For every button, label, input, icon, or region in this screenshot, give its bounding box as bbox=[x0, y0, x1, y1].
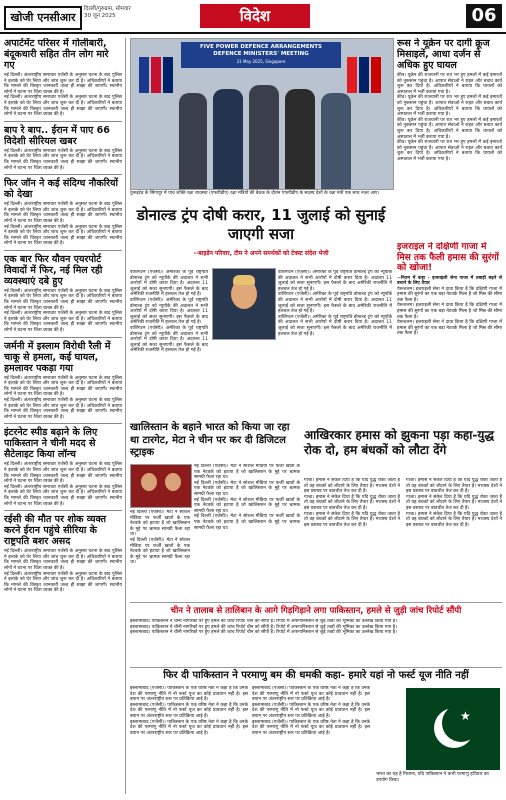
trump-story-col-2 bbox=[278, 270, 392, 420]
defence-ministers-photo bbox=[130, 38, 394, 190]
story-body: नई दिल्ली (एजेंसी)। मेटा ने सोशल मीडिया पर फर्जी खातों के एक नेटवर्क को हटाया है जो खालिस्तान के मुद्दे पर भ्रामक सामग्री फैला रहा था। bbox=[130, 510, 190, 538]
hair bbox=[233, 275, 255, 285]
story-body: इस्लामाबाद। पाकिस्तान ने चीनी नागरिकों पर हुए हमले की जांच रिपोर्ट चीन को सौंपी है। रिपोर्ट में अफगानिस्तान से जुड़े तत्वों की भूमिका का उल्लेख किया गया है। bbox=[130, 630, 397, 636]
edition-line-1: दिल्ली/गुरुग्राम, सोमवार bbox=[84, 6, 131, 12]
delegate bbox=[249, 85, 279, 189]
story-body: नई दिल्ली। अंतरराष्ट्रीय समाचार एजेंसी के अनुसार घटना के बाद पुलिस ने इलाके को घेर लिया और जांच शुरू कर दी है। अधिकारियों ने बताया कि मामले की विस्तृत जानकारी जल्द ही साझा की जाएगी। स्थानीय लोगों ने घटना पर चिंता व्यक्त की है। bbox=[4, 95, 122, 118]
story-body: गाजा। हमास ने संकेत दिया है कि यदि युद्ध रोका जाता है तो वह बंधकों को लौटाने के लिए तैयार है। मध्यस्थ देशों ने इस प्रस्ताव पर बातचीत तेज कर दी है। bbox=[406, 478, 502, 495]
story-body: नई दिल्ली। अंतरराष्ट्रीय समाचार एजेंसी के अनुसार घटना के बाद पुलिस ने इलाके को घेर लिया और जांच शुरू कर दी है। अधिकारियों ने बताया कि मामले की विस्तृत जानकारी जल्द ही साझा की जाएगी। स्थानीय लोगों ने घटना पर चिंता व्यक्त की है। bbox=[4, 398, 122, 420]
story-body: नई दिल्ली। अंतरराष्ट्रीय समाचार एजेंसी के अनुसार घटना के बाद पुलिस ने इलाके को घेर लिया और जांच शुरू कर दी है। अधिकारियों ने बताया कि मामले की विस्तृत जानकारी जल्द ही साझा की जाएगी। स्थानीय लोगों ने घटना पर चिंता व्यक्त की है। bbox=[4, 224, 122, 247]
ukraine-story bbox=[397, 38, 502, 238]
pakistan-headline: फिर दी पाकिस्तान ने परमाणु बम की धमकी कहा- हमारे यहां नो फर्स्ट यूज नीति नहीं bbox=[163, 670, 469, 681]
story-body: नई दिल्ली (एजेंसी)। मेटा ने सोशल मीडिया पर फर्जी खातों के एक नेटवर्क को हटाया है जो खालिस्तान के मुद्दे पर भ्रामक सामग्री फैला रहा था। bbox=[194, 497, 300, 514]
story-body: इस्लामाबाद। पाकिस्तान ने चीनी नागरिकों पर हुए हमले की जांच रिपोर्ट चीन को सौंपी है। रिपोर्ट में अफगानिस्तान से जुड़े तत्वों की भूमिका का उल्लेख किया गया है। bbox=[130, 624, 397, 630]
story-body: नई दिल्ली। अंतरराष्ट्रीय समाचार एजेंसी के अनुसार घटना के बाद पुलिस ने इलाके को घेर लिया और जांच शुरू कर दी है। अधिकारियों ने बताया कि मामले की विस्तृत जानकारी जल्द ही साझा की जाएगी। स्थानीय लोगों ने घटना पर चिंता व्यक्त की है। bbox=[4, 288, 122, 311]
banner-date: 31 May 2025, Singapore bbox=[236, 59, 286, 64]
story-body: नई दिल्ली (एजेंसी)। मेटा ने सोशल मीडिया पर फर्जी खातों के एक नेटवर्क को हटाया है जो खालिस्तान के मुद्दे पर भ्रामक सामग्री फैला रहा था। bbox=[194, 514, 300, 531]
flag bbox=[151, 57, 161, 93]
story-body: नई दिल्ली। अंतरराष्ट्रीय समाचार एजेंसी के अनुसार घटना के बाद पुलिस ने इलाके को घेर लिया और जांच शुरू कर दी है। अधिकारियों ने बताया कि मामले की विस्तृत जानकारी जल्द ही साझा की जाएगी। स्थानीय लोगों ने घटना पर चिंता व्यक्त की है। bbox=[4, 571, 122, 594]
edition-date: 30 जून 2025 bbox=[84, 13, 116, 19]
story-title-germany: जर्मनी में इस्लाम विरोधी रैली में चाकू से हमला, कई घायल, हमलावर पकड़ा गया bbox=[4, 340, 111, 374]
story-body: नई दिल्ली। अंतरराष्ट्रीय समाचार एजेंसी के अनुसार घटना के बाद पुलिस ने इलाके को घेर लिया और जांच शुरू कर दी है। अधिकारियों ने बताया कि मामले की विस्तृत जानकारी जल्द ही साझा की जाएगी। स्थानीय लोगों ने घटना पर चिंता व्यक्त की है। bbox=[4, 549, 122, 571]
newspaper-logo: खोजी एनसीआर bbox=[4, 6, 82, 30]
section-title: विदेश bbox=[200, 4, 310, 28]
trump-subhead: --बाइडेन परिवार, टीम ने अपने समर्थकों को टेक्स्ट संदेश भेजी bbox=[193, 250, 329, 257]
story-body: नई दिल्ली। अंतरराष्ट्रीय समाचार एजेंसी के अनुसार घटना के बाद पुलिस ने इलाके को घेर लिया और जांच शुरू कर दी है। अधिकारियों ने बताया कि मामले की विस्तृत जानकारी जल्द ही साझा की जाएगी। स्थानीय लोगों ने घटना पर चिंता व्यक्त की है। bbox=[4, 148, 122, 171]
story-body: इस्लामाबाद। पाकिस्तान ने चीनी नागरिकों पर हुए हमले की जांच रिपोर्ट चीन को सौंपी है। रिपोर्ट में अफगानिस्तान से जुड़े तत्वों की भूमिका का उल्लेख किया गया है। bbox=[130, 619, 397, 624]
story-body: वाशिंगटन (एजेंसी)। अमेरिका के पूर्व राष्ट्रपति डोनाल्ड ट्रंप को न्यूयॉर्क की अदालत ने सभी आरोपों में दोषी करार दिया है। अदालत 11 जुलाई को सजा सुनाएगी। इस फैसले के बाद अमेरिकी राजनीति में हलचल तेज हो गई है। bbox=[130, 270, 208, 298]
story-body: इस्लामाबाद (एजेंसी)। पाकिस्तान के एक वरिष्ठ नेता ने कहा है कि उनके देश की परमाणु नीति में नो फर्स्ट यूज का कोई प्रावधान नहीं है। इस बयान पर अंतरराष्ट्रीय स्तर पर प्रतिक्रिया आई है। bbox=[252, 719, 370, 736]
story-body: गाजा। हमास ने संकेत दिया है कि यदि युद्ध रोका जाता है तो वह बंधकों को लौटाने के लिए तैयार है। मध्यस्थ देशों ने इस प्रस्ताव पर बातचीत तेज कर दी है। bbox=[406, 511, 502, 528]
masthead bbox=[0, 0, 506, 34]
khalistan-headline: खालिस्तान के बहाने भारत को किया जा रहा था टारगेट, मेटा ने चीन पर कर दी डिजिटल स्ट्राइक bbox=[130, 422, 290, 458]
story-title-ukraine: रूस ने यूक्रेन पर दागी क्रूज मिसाइलें, आधा दर्जन से अधिक हुए घायल bbox=[397, 38, 490, 71]
story-body: कीव। यूक्रेन की राजधानी पर रात भर हुए हमलों में कई इमारतों को नुकसान पहुंचा है। आपात सेवाओं ने राहत और बचाव कार्य शुरू कर दिया है। अधिकारियों ने बताया कि घायलों को अस्पताल में भर्ती कराया गया है। bbox=[397, 140, 502, 162]
story-title-satellite: इंटरनेट स्पीड बढ़ाने के लिए पाकिस्तान ने चीनी मदद से सैटेलाइट किया लॉन्च bbox=[4, 427, 98, 461]
flag-white-band bbox=[376, 688, 406, 770]
story-body: वाशिंगटन (एजेंसी)। अमेरिका के पूर्व राष्ट्रपति डोनाल्ड ट्रंप को न्यूयॉर्क की अदालत ने सभी आरोपों में दोषी करार दिया है। अदालत 11 जुलाई को सजा सुनाएगी। इस फैसले के बाद अमेरिकी राजनीति में हलचल तेज हो गई है। bbox=[130, 325, 208, 354]
story-subhead: --नियम में कहा - इजराइली सेना गाजा में तबाही बढ़ने से बचाने के लिए तैयार bbox=[397, 275, 502, 287]
story-body: कीव। यूक्रेन की राजधानी पर रात भर हुए हमलों में कई इमारतों को नुकसान पहुंचा है। आपात सेवाओं ने राहत और बचाव कार्य शुरू कर दिया है। अधिकारियों ने बताया कि घायलों को अस्पताल में भर्ती कराया गया है। bbox=[397, 73, 502, 95]
story-body: येरूशलम। इजराइली सेना ने दावा किया है कि दक्षिणी गाजा में हमास की सुरंगों का एक बड़ा नेटवर्क मिला है जो मिस्र की सीमा तक फैला है। bbox=[397, 286, 502, 303]
khalistan-col-2 bbox=[194, 464, 300, 600]
story-body: गाजा। हमास ने संकेत दिया है कि यदि युद्ध रोका जाता है तो वह बंधकों को लौटाने के लिए तैयार है। मध्यस्थ देशों ने इस प्रस्ताव पर बातचीत तेज कर दी है। bbox=[406, 494, 502, 511]
story-body: गाजा। हमास ने संकेत दिया है कि यदि युद्ध रोका जाता है तो वह बंधकों को लौटाने के लिए तैयार है। मध्यस्थ देशों ने इस प्रस्ताव पर बातचीत तेज कर दी है। bbox=[304, 511, 400, 528]
hamas-col-1 bbox=[304, 478, 400, 598]
hamas-col-2 bbox=[406, 478, 502, 598]
leaders-photo bbox=[130, 464, 192, 508]
pakistan-col-2 bbox=[252, 686, 370, 794]
story-body: नई दिल्ली (एजेंसी)। मेटा ने सोशल मीडिया पर फर्जी खातों के एक नेटवर्क को हटाया है जो खालिस्तान के मुद्दे पर भ्रामक सामग्री फैला रहा था। bbox=[130, 537, 190, 566]
story-title-airport: एक बार फिर यौवन एयरपोर्ट विवादों में फिर, नई मिल रही व्यवस्थाएं दबे हुए bbox=[4, 253, 103, 287]
story-body: इस्लामाबाद (एजेंसी)। पाकिस्तान के एक वरिष्ठ नेता ने कहा है कि उनके देश की परमाणु नीति में नो फर्स्ट यूज का कोई प्रावधान नहीं है। इस बयान पर अंतरराष्ट्रीय स्तर पर प्रतिक्रिया आई है। bbox=[130, 719, 248, 736]
trump-photo bbox=[212, 268, 276, 340]
china-taliban-body bbox=[130, 619, 502, 665]
story-body: गाजा। हमास ने संकेत दिया है कि यदि युद्ध रोका जाता है तो वह बंधकों को लौटाने के लिए तैयार है। मध्यस्थ देशों ने इस प्रस्ताव पर बातचीत तेज कर दी है। bbox=[304, 494, 400, 511]
face bbox=[141, 473, 157, 491]
story-body: कीव। यूक्रेन की राजधानी पर रात भर हुए हमलों में कई इमारतों को नुकसान पहुंचा है। आपात सेवाओं ने राहत और बचाव कार्य शुरू कर दिया है। अधिकारियों ने बताया कि घायलों को अस्पताल में भर्ती कराया गया है। bbox=[397, 95, 502, 118]
trump-headline: डोनाल्ड ट्रंप दोषी करार, 11 जुलाई को सुनाई जाएगी सजा bbox=[136, 206, 386, 243]
story-body: इस्लामाबाद (एजेंसी)। पाकिस्तान के एक वरिष्ठ नेता ने कहा है कि उनके देश की परमाणु नीति में नो फर्स्ट यूज का कोई प्रावधान नहीं है। इस बयान पर अंतरराष्ट्रीय स्तर पर प्रतिक्रिया आई है। bbox=[252, 702, 370, 719]
pakistan-flag-image bbox=[376, 688, 500, 770]
flag-caption: भारत का यह है निशाना, यदि पाकिस्तान ने कभी परमाणु हथियार का उपयोग किया। bbox=[376, 772, 489, 783]
story-body: इस्लामाबाद (एजेंसी)। पाकिस्तान के एक वरिष्ठ नेता ने कहा है कि उनके देश की परमाणु नीति में नो फर्स्ट यूज का कोई प्रावधान नहीं है। इस बयान पर अंतरराष्ट्रीय स्तर पर प्रतिक्रिया आई है। bbox=[130, 686, 248, 703]
edition-info bbox=[84, 6, 174, 20]
story-title-iran: बाप रे बाप.. ईरान में पाए 66 विदेशी सीरियल खबर bbox=[4, 124, 110, 147]
story-title-shooting: अपार्टमेंट परिसर में गोलीबारी, बंदूकधारी सहित तीन लोग मारे गए bbox=[4, 38, 109, 71]
story-body: येरूशलम। इजराइली सेना ने दावा किया है कि दक्षिणी गाजा में हमास की सुरंगों का एक बड़ा नेटवर्क मिला है जो मिस्र की सीमा तक फैला है। bbox=[397, 303, 502, 320]
story-body: वाशिंगटन (एजेंसी)। अमेरिका के पूर्व राष्ट्रपति डोनाल्ड ट्रंप को न्यूयॉर्क की अदालत ने सभी आरोपों में दोषी करार दिया है। अदालत 11 जुलाई को सजा सुनाएगी। इस फैसले के बाद अमेरिकी राजनीति में हलचल तेज हो गई है। bbox=[278, 292, 392, 315]
story-body: गाजा। हमास ने संकेत दिया है कि यदि युद्ध रोका जाता है तो वह बंधकों को लौटाने के लिए तैयार है। मध्यस्थ देशों ने इस प्रस्ताव पर बातचीत तेज कर दी है। bbox=[304, 478, 400, 495]
story-body: नई दिल्ली। अंतरराष्ट्रीय समाचार एजेंसी के अनुसार घटना के बाद पुलिस ने इलाके को घेर लिया और जांच शुरू कर दी है। अधिकारियों ने बताया कि मामले की विस्तृत जानकारी जल्द ही साझा की जाएगी। स्थानीय लोगों ने घटना पर चिंता व्यक्त की है। bbox=[4, 202, 122, 224]
story-body: नई दिल्ली। अंतरराष्ट्रीय समाचार एजेंसी के अनुसार घटना के बाद पुलिस ने इलाके को घेर लिया और जांच शुरू कर दी है। अधिकारियों ने बताया कि मामले की विस्तृत जानकारी जल्द ही साझा की जाएगी। स्थानीय लोगों ने घटना पर चिंता व्यक्त की है। bbox=[4, 375, 122, 398]
flag bbox=[347, 57, 357, 93]
story-body: इस्लामाबाद (एजेंसी)। पाकिस्तान के एक वरिष्ठ नेता ने कहा है कि उनके देश की परमाणु नीति में नो फर्स्ट यूज का कोई प्रावधान नहीं है। इस बयान पर अंतरराष्ट्रीय स्तर पर प्रतिक्रिया आई है। bbox=[130, 702, 248, 719]
story-body: नई दिल्ली (एजेंसी)। मेटा ने सोशल मीडिया पर फर्जी खातों के एक नेटवर्क को हटाया है जो खालिस्तान के मुद्दे पर भ्रामक सामग्री फैला रहा था। bbox=[194, 464, 300, 481]
banner-line-1: FIVE POWER DEFENCE ARRANGEMENTS bbox=[200, 44, 322, 50]
khalistan-col-1 bbox=[130, 510, 190, 600]
pakistan-col-1 bbox=[130, 686, 248, 794]
flag bbox=[163, 57, 173, 93]
delegate bbox=[321, 93, 351, 189]
page-number: 06 bbox=[466, 4, 502, 28]
story-body: इस्लामाबाद (एजेंसी)। पाकिस्तान के एक वरिष्ठ नेता ने कहा है कि उनके देश की परमाणु नीति में नो फर्स्ट यूज का कोई प्रावधान नहीं है। इस बयान पर अंतरराष्ट्रीय स्तर पर प्रतिक्रिया आई है। bbox=[252, 686, 370, 703]
story-title-john: फिर जॉन ने कई संदिग्ध नौकरियों को देखा bbox=[4, 178, 119, 201]
story-body: नई दिल्ली। अंतरराष्ट्रीय समाचार एजेंसी के अनुसार घटना के बाद पुलिस ने इलाके को घेर लिया और जांच शुरू कर दी है। अधिकारियों ने बताया कि मामले की विस्तृत जानकारी जल्द ही साझा की जाएगी। स्थानीय लोगों ने घटना पर चिंता व्यक्त की है। bbox=[4, 73, 122, 95]
trump-story-col-1 bbox=[130, 270, 208, 420]
banner-line-2: DEFENCE MINISTERS' MEETING bbox=[213, 51, 309, 57]
flag bbox=[139, 57, 149, 93]
israel-story bbox=[397, 242, 502, 427]
delegate bbox=[179, 93, 207, 189]
story-title-syria: रईसी की मौत पर शोक व्यक्त करने ईरान पहुंचे सीरिया के राष्ट्रपति बशर असद bbox=[4, 514, 107, 548]
flag bbox=[359, 57, 369, 93]
story-body: येरूशलम। इजराइली सेना ने दावा किया है कि दक्षिणी गाजा में हमास की सुरंगों का एक बड़ा नेटवर्क मिला है जो मिस्र की सीमा तक फैला है। bbox=[397, 320, 502, 337]
story-body: नई दिल्ली। अंतरराष्ट्रीय समाचार एजेंसी के अनुसार घटना के बाद पुलिस ने इलाके को घेर लिया और जांच शुरू कर दी है। अधिकारियों ने बताया कि मामले की विस्तृत जानकारी जल्द ही साझा की जाएगी। स्थानीय लोगों ने घटना पर चिंता व्यक्त की है। bbox=[4, 462, 122, 485]
hamas-headline: आखिरकार हमास को झुकना पड़ा कहा-युद्ध रोक दो, हम बंधकों को लौटा देंगे bbox=[304, 428, 494, 457]
story-body: नई दिल्ली। अंतरराष्ट्रीय समाचार एजेंसी के अनुसार घटना के बाद पुलिस ने इलाके को घेर लिया और जांच शुरू कर दी है। अधिकारियों ने बताया कि मामले की विस्तृत जानकारी जल्द ही साझा की जाएगी। स्थानीय लोगों ने घटना पर चिंता व्यक्त की है। bbox=[4, 311, 122, 334]
story-body: कीव। यूक्रेन की राजधानी पर रात भर हुए हमलों में कई इमारतों को नुकसान पहुंचा है। आपात सेवाओं ने राहत और बचाव कार्य शुरू कर दिया है। अधिकारियों ने बताया कि घायलों को अस्पताल में भर्ती कराया गया है। bbox=[397, 117, 502, 140]
delegate bbox=[213, 89, 243, 189]
story-body: नई दिल्ली। अंतरराष्ट्रीय समाचार एजेंसी के अनुसार घटना के बाद पुलिस ने इलाके को घेर लिया और जांच शुरू कर दी है। अधिकारियों ने बताया कि मामले की विस्तृत जानकारी जल्द ही साझा की जाएगी। स्थानीय लोगों ने घटना पर चिंता व्यक्त की है। bbox=[4, 484, 122, 507]
flag bbox=[371, 57, 381, 93]
delegate bbox=[285, 89, 315, 189]
story-body: वाशिंगटन (एजेंसी)। अमेरिका के पूर्व राष्ट्रपति डोनाल्ड ट्रंप को न्यूयॉर्क की अदालत ने सभी आरोपों में दोषी करार दिया है। अदालत 11 जुलाई को सजा सुनाएगी। इस फैसले के बाद अमेरिकी राजनीति में हलचल तेज हो गई है। bbox=[278, 314, 392, 337]
story-body: नई दिल्ली (एजेंसी)। मेटा ने सोशल मीडिया पर फर्जी खातों के एक नेटवर्क को हटाया है जो खालिस्तान के मुद्दे पर भ्रामक सामग्री फैला रहा था। bbox=[194, 480, 300, 497]
story-body: वाशिंगटन (एजेंसी)। अमेरिका के पूर्व राष्ट्रपति डोनाल्ड ट्रंप को न्यूयॉर्क की अदालत ने सभी आरोपों में दोषी करार दिया है। अदालत 11 जुलाई को सजा सुनाएगी। इस फैसले के बाद अमेरिकी राजनीति में हलचल तेज हो गई है। bbox=[130, 297, 208, 326]
china-taliban-headline: चीन ने तालाब से तालिबान के आगे गिड़गिड़ाने लगा पाकिस्तान, हमले से जुड़ी जांच रिपोर्ट सौंपी bbox=[170, 606, 462, 616]
left-column bbox=[4, 38, 122, 794]
star-icon: ★ bbox=[460, 709, 471, 723]
face bbox=[165, 473, 181, 491]
photo-caption: युनाइटेड के सिंगापुर में पांच शक्ति रक्षा व्यवस्था (एफपीडीए) रक्षा मंत्रियों की बैठक के दौरान एफपीडीए के सदस्य देशों के रक्षा मंत्री एक साथ नज़र आए। bbox=[130, 191, 380, 196]
story-title-israel: इजराइल ने दक्षिणी गाजा में मिस तक फैली हमास की सुरंगों को खोजा! bbox=[397, 242, 499, 273]
story-body: वाशिंगटन (एजेंसी)। अमेरिका के पूर्व राष्ट्रपति डोनाल्ड ट्रंप को न्यूयॉर्क की अदालत ने सभी आरोपों में दोषी करार दिया है। अदालत 11 जुलाई को सजा सुनाएगी। इस फैसले के बाद अमेरिकी राजनीति में हलचल तेज हो गई है। bbox=[278, 270, 392, 292]
